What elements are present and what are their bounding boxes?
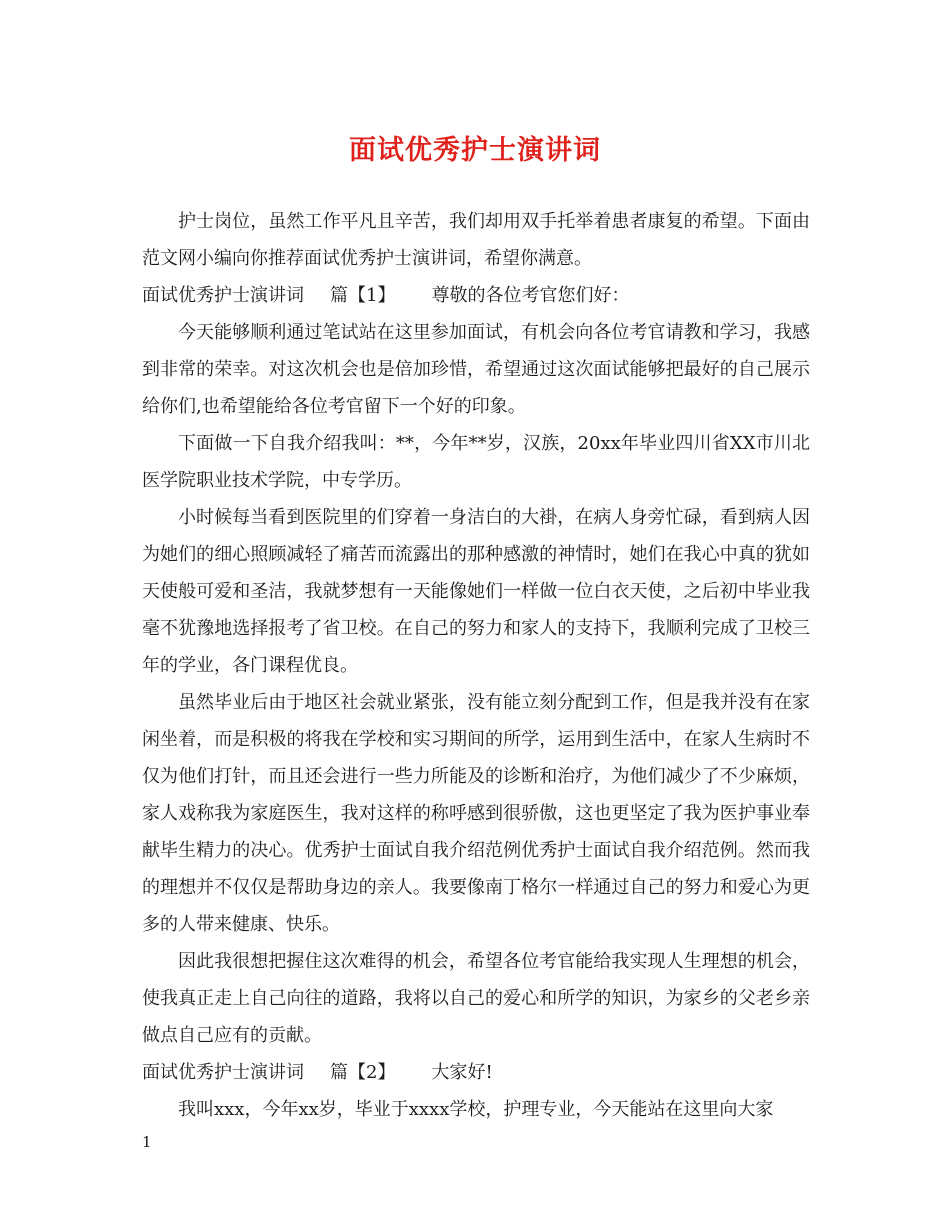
- section-greeting: 大家好!: [431, 1062, 493, 1083]
- intro-paragraph: 护士岗位，虽然工作平凡且辛苦，我们却用双手托举着患者康复的希望。下面由范文网小编向你推荐面试优秀护士演讲词，希望你满意。: [142, 211, 810, 269]
- page-number: 1: [142, 1133, 152, 1151]
- document-title: 面试优秀护士演讲词: [349, 135, 601, 166]
- body-paragraph: 我叫xxx，今年xx岁，毕业于xxxx学校，护理专业，今天能站在这里向大家: [178, 1099, 774, 1120]
- document-body: [142, 203, 810, 1128]
- section-heading-number: 篇【1】: [330, 285, 396, 306]
- section-heading-name: 面试优秀护士演讲词: [142, 285, 304, 306]
- section-heading-1: [142, 277, 810, 314]
- body-paragraph: 下面做一下自我介绍我叫：**，今年**岁，汉族，20xx年毕业四川省XX市川北医学院职业技术学院，中专学历。: [142, 433, 810, 491]
- section-greeting: 尊敬的各位考官您们好：: [431, 285, 630, 306]
- body-paragraph: 小时候每当看到医院里的们穿着一身洁白的大褂，在病人身旁忙碌，看到病人因为她们的细心照顾减轻了痛苦而流露出的那种感激的神情时，她们在我心中真的犹如天使般可爱和圣洁，我就梦想有一天能像她们一样做一位白衣天使，之后初中毕业我毫不犹豫地选择报考了省卫校。在自己的努力和家人的支持下，我顺利完成了卫校三年的学业，各门课程优良。: [142, 507, 810, 676]
- body-paragraph: 虽然毕业后由于地区社会就业紧张，没有能立刻分配到工作，但是我并没有在家闲坐着，而是积极的将我在学校和实习期间的所学，运用到生活中，在家人生病时不仅为他们打针，而且还会进行一些力所能及的诊断和治疗，为他们减少了不少麻烦，家人戏称我为家庭医生，我对这样的称呼感到很骄傲，这也更坚定了我为医护事业奉献毕生精力的决心。优秀护士面试自我介绍范例优秀护士面试自我介绍范例。然而我的理想并不仅仅是帮助身边的亲人。我要像南丁格尔一样通过自己的努力和爱心为更多的人带来健康、快乐。: [142, 692, 810, 935]
- section-heading-name: 面试优秀护士演讲词: [142, 1062, 304, 1083]
- body-paragraph: 因此我很想把握住这次难得的机会，希望各位考官能给我实现人生理想的机会，使我真正走上自己向往的道路，我将以自己的爱心和所学的知识，为家乡的父老乡亲做点自己应有的贡献。: [142, 951, 810, 1046]
- body-paragraph: 今天能够顺利通过笔试站在这里参加面试，有机会向各位考官请教和学习，我感到非常的荣幸。对这次机会也是倍加珍惜，希望通过这次面试能够把最好的自己展示给你们,也希望能给各位考官留下一个好的印象。: [142, 322, 810, 417]
- section-heading-2: [142, 1054, 810, 1091]
- section-heading-number: 篇【2】: [330, 1062, 396, 1083]
